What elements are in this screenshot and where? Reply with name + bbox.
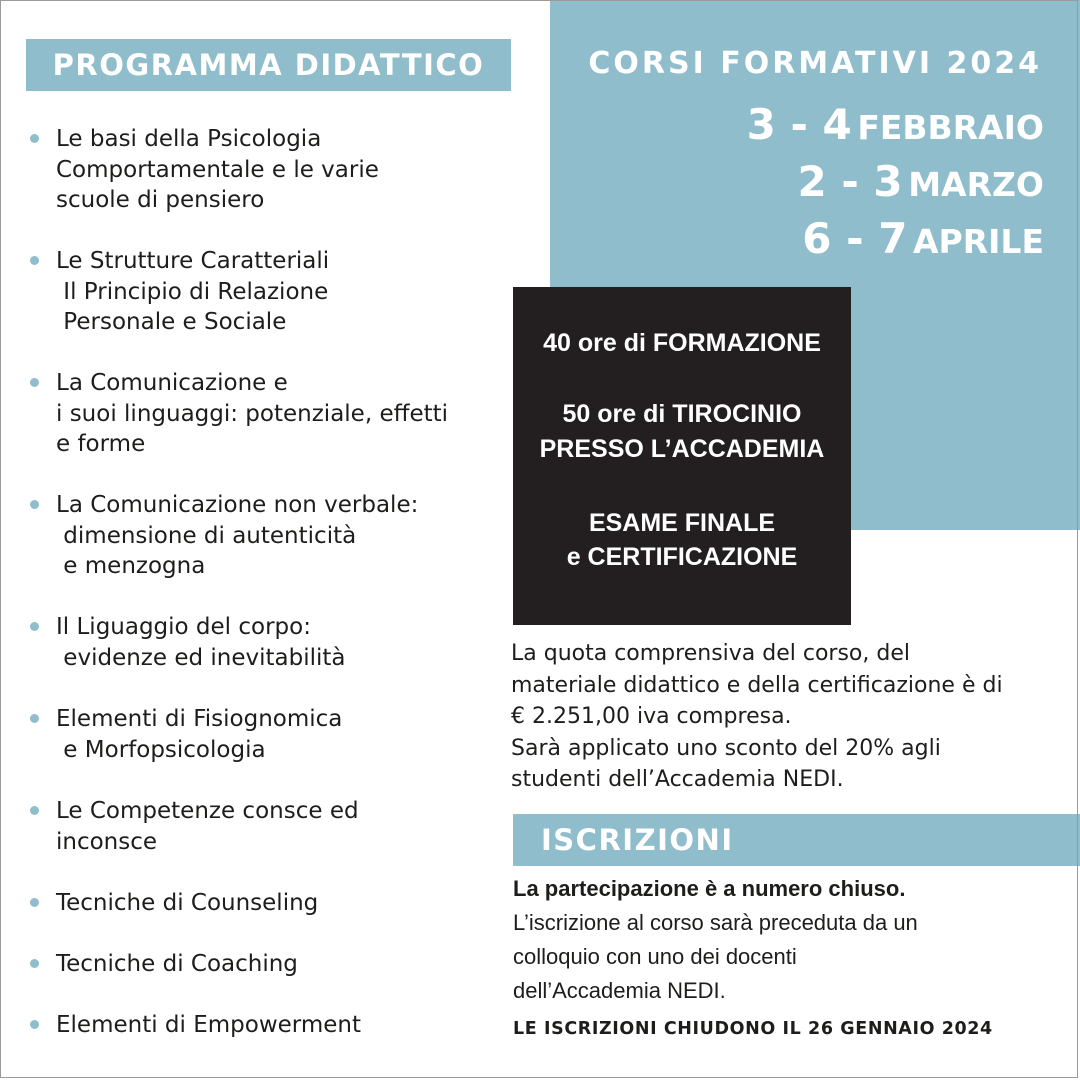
program-item-text [56, 796, 359, 857]
registration-line: dell’Accademia NEDI. [513, 978, 726, 1003]
bullet-dot-icon [30, 378, 39, 387]
internship-hours: 50 ore di TIROCINIO [562, 400, 802, 428]
course-date-1 [747, 100, 1044, 149]
program-item-line: Le basi della Psicologia [56, 126, 322, 152]
date-month: APRILE [913, 222, 1044, 261]
price-line: Sarà applicato uno sconto del 20% agli [511, 735, 941, 761]
program-item-text [56, 1010, 361, 1041]
program-item-text [56, 612, 346, 673]
program-item-text [56, 704, 342, 765]
bullet-dot-icon [30, 898, 39, 907]
registration-paragraph [513, 872, 1073, 1008]
bullet-dot-icon [30, 714, 39, 723]
price-line: materiale didattico e della certificazione è di [511, 672, 1003, 698]
program-item-line: Elementi di Fisiognomica [56, 706, 343, 732]
program-item-line: e Morfopsicologia [56, 736, 266, 763]
price-line: La quota comprensiva del corso, del [511, 641, 910, 666]
program-item-line: i suoi linguaggi: potenziale, effetti [56, 400, 449, 427]
training-hours: 40 ore di FORMAZIONE [543, 329, 821, 357]
registration-limited: La partecipazione è a numero chiuso. [513, 876, 906, 901]
program-item-line: e forme [56, 431, 146, 457]
price-paragraph [511, 638, 1051, 796]
program-item-line: Tecniche di Coaching [56, 951, 298, 977]
training-info-box [513, 287, 851, 625]
date-month: MARZO [908, 165, 1044, 204]
registration-deadline: LE ISCRIZIONI CHIUDONO IL 26 GENNAIO 2024 [513, 1019, 993, 1039]
program-item-text [56, 490, 418, 582]
program-item-text [56, 949, 298, 980]
program-item-line: evidenze ed inevitabilità [56, 644, 346, 671]
program-item-line: dimensione di autenticità [56, 522, 357, 549]
program-item-line: Comportamentale e le varie [56, 156, 379, 183]
program-item-line: Le Strutture Caratteriali [56, 248, 330, 274]
date-month: FEBBRAIO [857, 108, 1044, 147]
program-item-line: Il Liguaggio del corpo: [56, 614, 311, 640]
program-item-line: Personale e Sociale [56, 309, 287, 335]
program-title: PROGRAMMA DIDATTICO [26, 39, 511, 91]
bullet-dot-icon [30, 256, 39, 265]
registration-title: ISCRIZIONI [513, 814, 1080, 866]
final-exam: ESAME FINALE [588, 509, 776, 537]
program-item-line: La Comunicazione e [56, 370, 288, 396]
program-item-line: Il Principio di Relazione [56, 278, 329, 305]
registration-line: L’iscrizione al corso sarà preceduta da un [513, 910, 918, 935]
program-item-text [56, 246, 329, 338]
certification: e CERTIFICAZIONE [566, 543, 798, 571]
date-days: 2 - 3 [797, 157, 903, 206]
program-item-text [56, 368, 448, 460]
date-days: 3 - 4 [746, 100, 852, 149]
registration-line: colloquio con uno dei docenti [513, 944, 797, 969]
course-date-2 [798, 157, 1044, 206]
bullet-dot-icon [30, 500, 39, 509]
bullet-dot-icon [30, 622, 39, 631]
date-days: 6 - 7 [802, 214, 908, 263]
courses-title: CORSI FORMATIVI 2024 [588, 46, 1042, 81]
price-line: studenti dell’Accademia NEDI. [511, 767, 844, 792]
program-item-line: Elementi di Empowerment [56, 1012, 361, 1038]
program-item-line: Tecniche di Counseling [56, 890, 319, 916]
bullet-dot-icon [30, 959, 39, 968]
program-item-line: scuole di pensiero [56, 187, 265, 213]
program-item-line: Le Competenze consce ed [56, 798, 359, 824]
internship-location: PRESSO L’ACCADEMIA [539, 435, 825, 463]
price-line: € 2.251,00 iva compresa. [511, 704, 792, 729]
program-item-line: inconsce [56, 828, 158, 855]
program-item-line: e menzogna [56, 553, 206, 579]
program-item-line: La Comunicazione non verbale: [56, 492, 419, 518]
program-item-text [56, 124, 379, 216]
bullet-dot-icon [30, 806, 39, 815]
bullet-dot-icon [30, 1020, 39, 1029]
program-item-text [56, 888, 318, 919]
bullet-dot-icon [30, 134, 39, 143]
course-date-3 [802, 214, 1044, 263]
